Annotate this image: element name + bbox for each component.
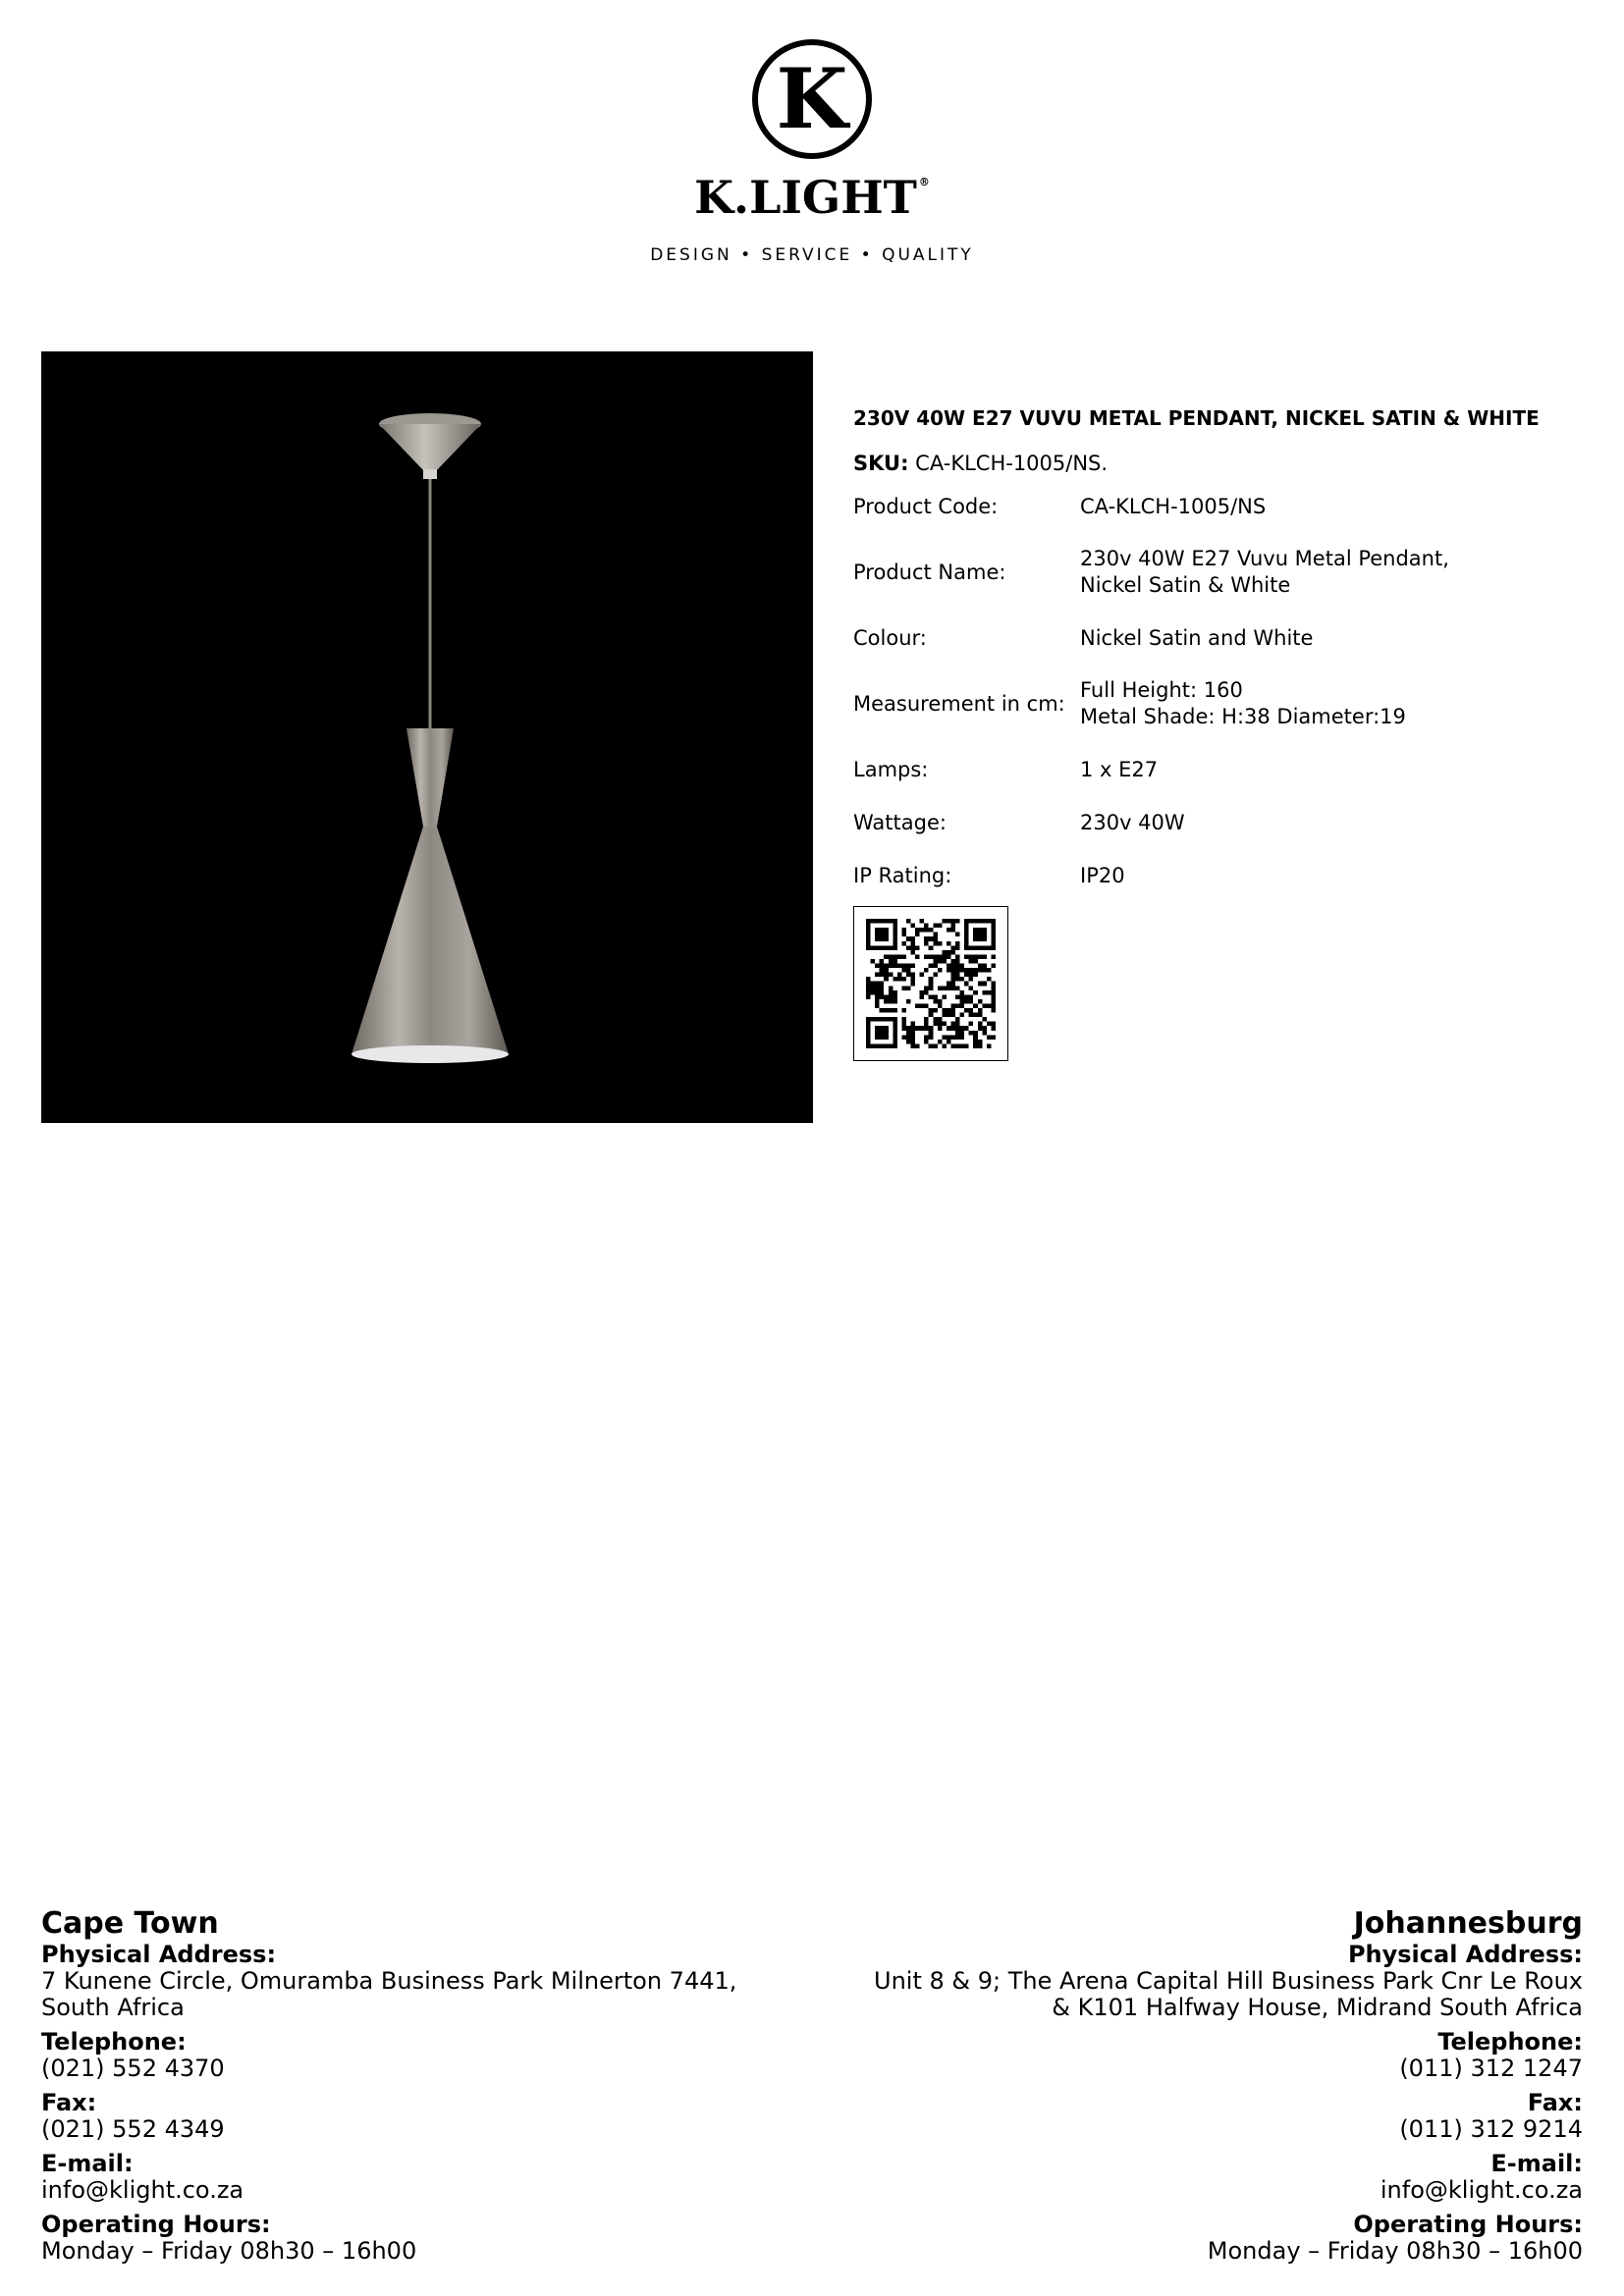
johannesburg-contact [797, 1906, 1583, 2265]
spec-value: IP20 [1080, 863, 1125, 887]
product-image [41, 351, 813, 1123]
spec-key: Lamps: [853, 757, 929, 781]
address-line: & K101 Halfway House, Midrand South Africa [1052, 1994, 1583, 2021]
cape-town-contact [41, 1906, 846, 2265]
spec-row-ip-rating [853, 849, 1449, 902]
spec-value [1080, 665, 1449, 743]
sku-line [853, 451, 1541, 476]
shade-white-interior [352, 1045, 509, 1063]
hours-label: Operating Hours: [41, 2211, 271, 2238]
hours-value: Monday – Friday 08h30 – 16h00 [1207, 2237, 1583, 2265]
spec-row-measurement [853, 665, 1449, 743]
header [0, 39, 1624, 265]
canopy [379, 424, 481, 471]
telephone-value: (011) 312 1247 [1399, 2055, 1583, 2082]
spec-table [853, 480, 1449, 902]
telephone-value: (021) 552 4370 [41, 2055, 225, 2082]
fax-label: Fax: [41, 2089, 97, 2116]
product-details [853, 406, 1541, 1061]
email-label: E-mail: [41, 2150, 134, 2177]
spec-key: Colour: [853, 625, 927, 650]
qr-code-icon [866, 919, 996, 1048]
spec-key: IP Rating: [853, 863, 952, 887]
spec-value-line: Nickel Satin & White [1080, 573, 1291, 597]
address-line: South Africa [41, 1994, 185, 2021]
spec-value-line: Full Height: 160 [1080, 678, 1243, 702]
fax-value: (011) 312 9214 [1399, 2115, 1583, 2143]
brand-name [0, 171, 1624, 224]
spec-value-line: Metal Shade: H:38 Diameter:19 [1080, 705, 1406, 728]
spec-value: 230v 40W [1080, 810, 1185, 834]
spec-row-lamps [853, 743, 1449, 796]
address-label: Physical Address: [1347, 1941, 1583, 1968]
spec-key: Wattage: [853, 810, 947, 834]
telephone-label: Telephone: [1437, 2028, 1583, 2056]
hours-label: Operating Hours: [1353, 2211, 1583, 2238]
spec-key: Product Name: [853, 560, 1006, 584]
hours-value: Monday – Friday 08h30 – 16h00 [41, 2237, 417, 2265]
address-line: 7 Kunene Circle, Omuramba Business Park Milnerton 7441, [41, 1967, 737, 1995]
email-value[interactable]: info@klight.co.za [41, 2176, 244, 2204]
registered-mark: ® [918, 176, 930, 188]
spec-value: CA-KLCH-1005/NS [1080, 494, 1267, 518]
sku-value: CA-KLCH-1005/NS. [915, 452, 1109, 475]
qr-code[interactable] [853, 906, 1008, 1061]
spec-key: Measurement in cm: [853, 691, 1065, 716]
email-value[interactable]: info@klight.co.za [1380, 2176, 1583, 2204]
logo-emblem [752, 39, 872, 159]
pendant-lamp-illustration [41, 351, 813, 1123]
address-label: Physical Address: [41, 1941, 277, 1968]
spec-value: Nickel Satin and White [1080, 625, 1314, 650]
spec-row-product-code [853, 480, 1449, 533]
brand-tagline: DESIGN • SERVICE • QUALITY [650, 245, 974, 265]
metal-shade [352, 827, 509, 1054]
email-label: E-mail: [1490, 2150, 1583, 2177]
city-name: Cape Town [41, 1906, 219, 1941]
sku-label: SKU: [853, 452, 909, 475]
spec-value [1080, 533, 1449, 612]
spec-key: Product Code: [853, 494, 999, 518]
product-title: 230V 40W E27 VUVU METAL PENDANT, NICKEL SATIN & WHITE [853, 406, 1540, 430]
spec-row-wattage [853, 796, 1449, 849]
brand-name-text: K.LIGHT [694, 171, 917, 224]
fax-label: Fax: [1527, 2089, 1583, 2116]
spec-value-line: 230v 40W E27 Vuvu Metal Pendant, [1080, 547, 1449, 570]
spec-value: 1 x E27 [1080, 757, 1159, 781]
address-line: Unit 8 & 9; The Arena Capital Hill Business Park Cnr Le Roux [874, 1967, 1583, 1995]
logo-letter: K [776, 50, 848, 147]
canopy-connector [423, 469, 437, 479]
city-name: Johannesburg [1353, 1906, 1583, 1941]
fax-value: (021) 552 4349 [41, 2115, 225, 2143]
telephone-label: Telephone: [41, 2028, 187, 2056]
spec-row-colour [853, 612, 1449, 665]
spec-row-product-name [853, 533, 1449, 612]
shade-neck [406, 728, 454, 827]
